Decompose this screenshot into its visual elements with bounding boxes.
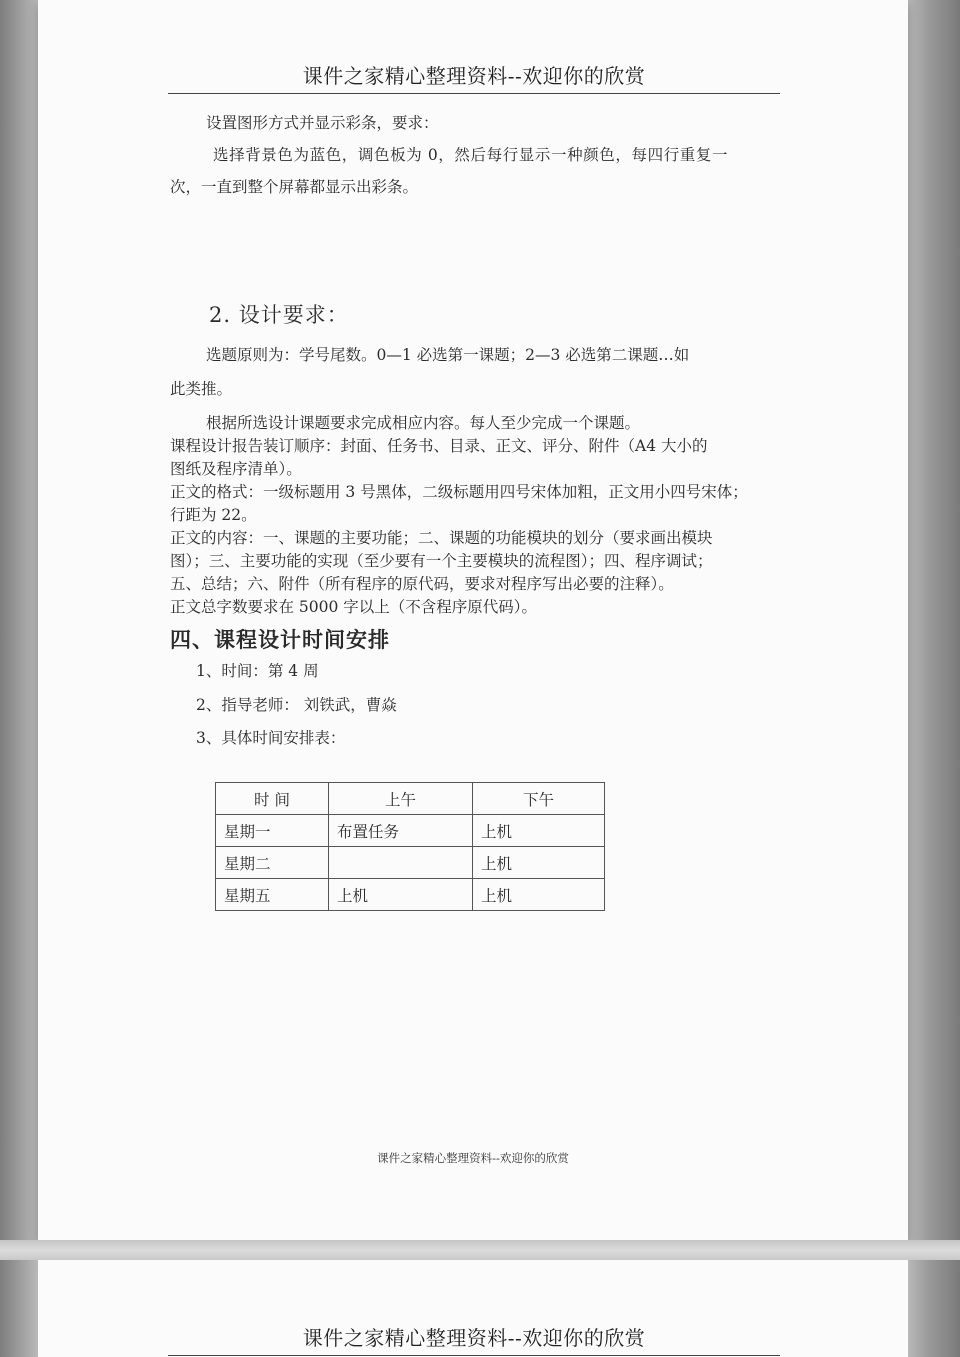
paragraph-selection-rule-cont: 此类推。 [170,380,233,398]
table-cell [329,847,473,879]
table-cell: 上机 [473,815,605,847]
schedule-item-table-label: 3、具体时间安排表： [196,729,346,747]
requirement-line: 五、总结；六、附件（所有程序的原代码，要求对程序写出必要的注释）。 [170,575,674,593]
paragraph-graphics-intro: 设置图形方式并显示彩条，要求： [206,114,439,132]
requirement-line: 图纸及程序清单）。 [170,460,302,478]
table-cell: 上机 [473,847,605,879]
page-gap [0,1240,960,1260]
table-cell: 星期一 [216,815,329,847]
paragraph-graphics-detail: 选择背景色为蓝色，调色板为 0，然后每行显示一种颜色，每四行重复一 [213,146,729,164]
document-page [38,0,908,1240]
requirement-line: 正文总字数要求在 5000 字以上（不含程序原代码）。 [170,598,538,616]
schedule-item-advisor: 2、指导老师： 刘铁武，曹焱 [196,696,397,714]
running-header: 课件之家精心整理资料--欢迎你的欣赏 [168,60,780,94]
table-cell: 布置任务 [329,815,473,847]
requirement-line: 根据所选设计课题要求完成相应内容。每人至少完成一个课题。 [206,414,641,432]
heading-schedule: 四、课程设计时间安排 [170,627,390,652]
requirement-line: 课程设计报告装订顺序：封面、任务书、目录、正文、评分、附件（A4 大小的 [170,437,708,455]
running-header: 课件之家精心整理资料--欢迎你的欣赏 [168,1322,780,1356]
table-row [216,815,605,847]
requirement-line: 图）；三、主要功能的实现（至少要有一个主要模块的流程图）；四、程序调试； [170,552,713,570]
schedule-table [215,782,605,911]
table-row [216,847,605,879]
column-header: 上午 [329,783,473,815]
table-row [216,879,605,911]
paragraph-graphics-detail-cont: 次，一直到整个屏幕都显示出彩条。 [170,178,419,196]
next-document-page [38,1260,908,1357]
requirement-line: 正文的格式：一级标题用 3 号黑体，二级标题用四号宋体加粗，正文用小四号宋体； [170,483,748,501]
page-footer: 课件之家精心整理资料--欢迎你的欣赏 [377,1151,569,1165]
table-cell: 上机 [329,879,473,911]
table-header-row [216,783,605,815]
viewer-background-left [0,0,38,1357]
column-header: 时 间 [216,783,329,815]
heading-design-requirements: 2. 设计要求： [209,303,349,327]
requirement-line: 正文的内容：一、课题的主要功能；二、课题的功能模块的划分（要求画出模块 [170,529,713,547]
requirement-line: 行距为 22。 [170,506,257,524]
paragraph-selection-rule: 选题原则为：学号尾数。0—1 必选第一课题；2—3 必选第二课题…如 [206,346,690,364]
column-header: 下午 [473,783,605,815]
viewer-background-right [908,0,960,1357]
table-cell: 上机 [473,879,605,911]
table-cell: 星期五 [216,879,329,911]
schedule-item-time: 1、时间：第 4 周 [196,662,319,680]
table-cell: 星期二 [216,847,329,879]
